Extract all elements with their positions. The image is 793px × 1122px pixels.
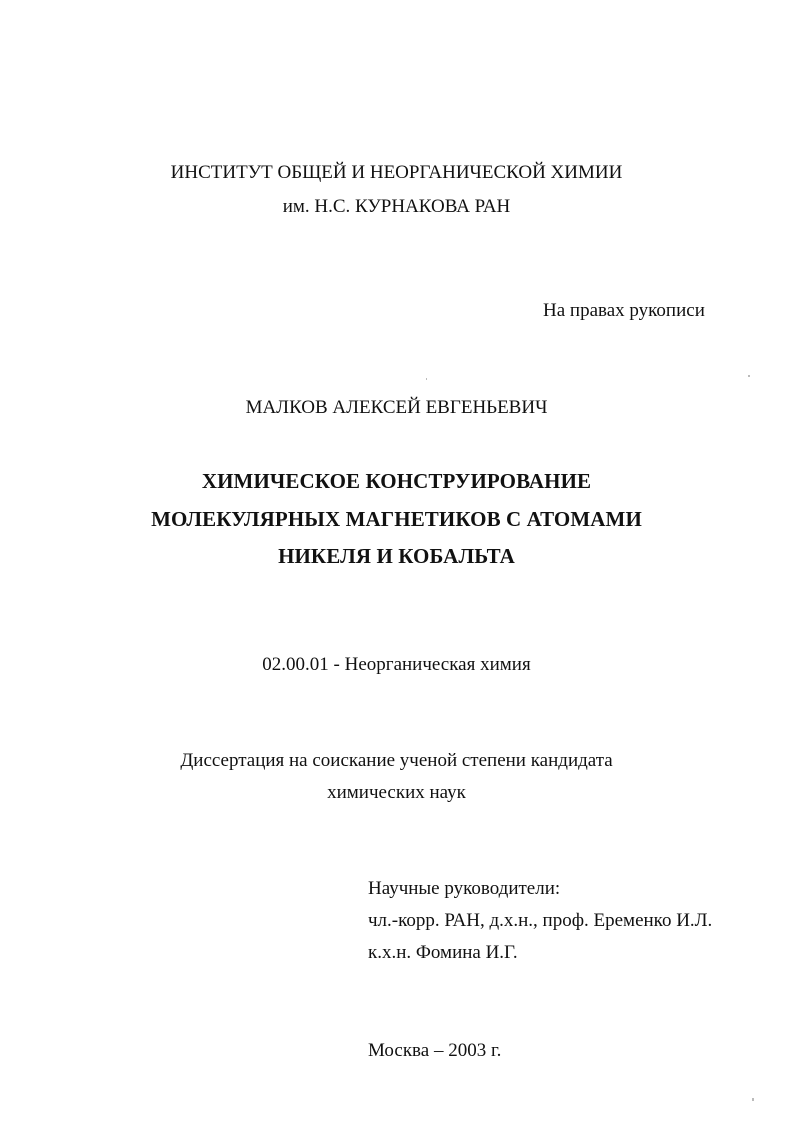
dissertation-title-line-2: МОЛЕКУЛЯРНЫХ МАГНЕТИКОВ С АТОМАМИ [151,507,642,531]
scan-speck [426,378,427,380]
institute-line-1: ИНСТИТУТ ОБЩЕЙ И НЕОРГАНИЧЕСКОЙ ХИМИИ [170,162,623,183]
degree-line-1: Диссертация на соискание ученой степени кандидата [180,750,613,771]
scan-speck [752,1098,754,1101]
institute-line-2: им. Н.С. КУРНАКОВА РАН [282,196,511,217]
dissertation-title-line-1: ХИМИЧЕСКОЕ КОНСТРУИРОВАНИЕ [201,469,592,493]
manuscript-note: На правах рукописи [543,300,705,321]
degree-line-2: химических наук [327,782,466,803]
supervisor-1: чл.-корр. РАН, д.х.н., проф. Еременко И.Л. [368,910,713,931]
supervisor-2: к.х.н. Фомина И.Г. [368,942,518,963]
dissertation-title-line-3: НИКЕЛЯ И КОБАЛЬТА [278,544,515,568]
place-year: Москва – 2003 г. [368,1040,502,1061]
scan-speck [748,375,750,377]
specialty-code: 02.00.01 - Неорганическая химия [262,654,531,675]
supervisors-heading: Научные руководители: [368,878,561,899]
author-name: МАЛКОВ АЛЕКСЕЙ ЕВГЕНЬЕВИЧ [245,397,548,418]
